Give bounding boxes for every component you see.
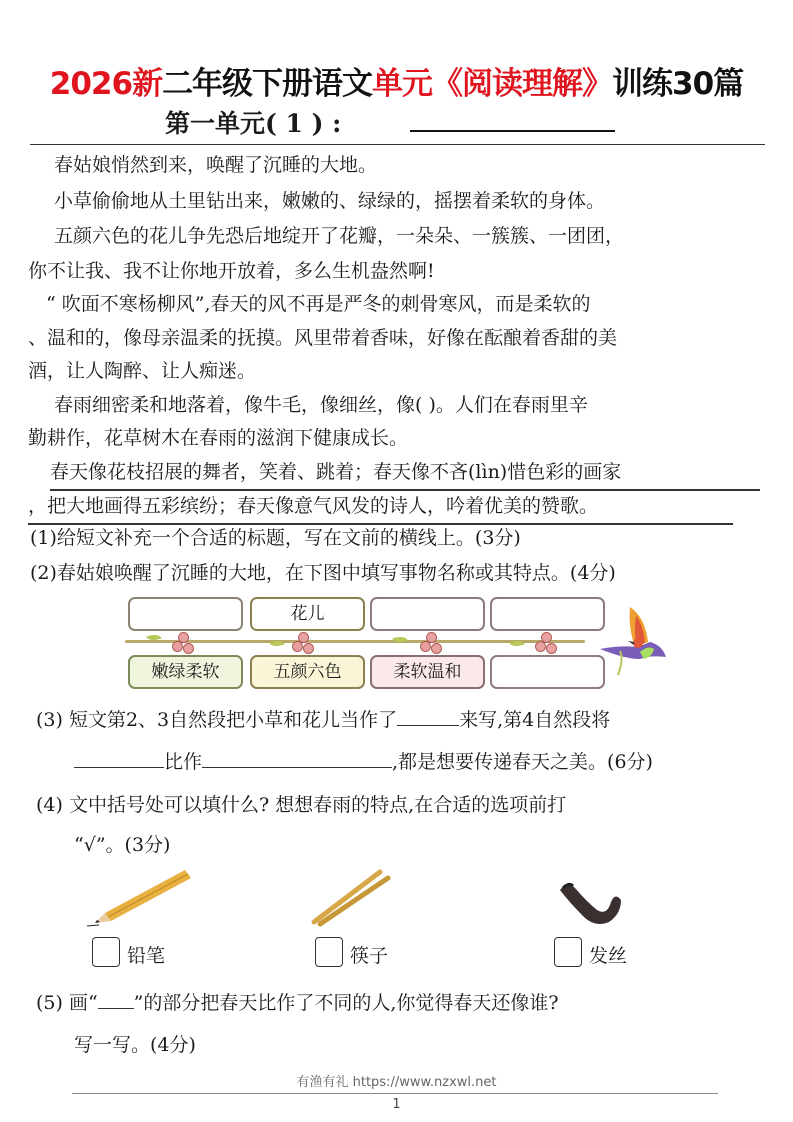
q5-text-a: (5) 画“ [36, 992, 98, 1014]
flower-icon [292, 632, 314, 654]
spring-diagram [125, 592, 670, 692]
title-part1: 二年级下册语文 [162, 66, 373, 102]
pencil-icon [85, 868, 195, 928]
title-answer-blank[interactable] [410, 130, 615, 132]
passage-p6-line1-underlined: 春天像花枝招展的舞者，笑着、跳着；春天像不吝(lìn)惜色彩的画家 [50, 455, 760, 491]
document-title [0, 58, 793, 103]
option-pencil-checkbox[interactable] [92, 937, 120, 967]
bottom-frame-3: 柔软温和 [370, 655, 485, 689]
q3-text-d: ,都是想要传递春天之美。(6分) [392, 751, 653, 773]
hair-icon [555, 880, 625, 930]
q5-underline-sample [98, 988, 134, 1009]
bottom-frame-4[interactable] [490, 655, 605, 689]
passage-p5-line2: 勤耕作，花草树木在春雨的滋润下健康成长。 [28, 427, 409, 449]
passage-p6-line2-underlined: ，把大地画得五彩缤纷；春天像意气风发的诗人，吟着优美的赞歌。 [28, 489, 733, 525]
q3-text-a: (3) 短文第2、3自然段把小草和花儿当作了 [36, 709, 398, 731]
question-5-line2: 写一写。(4分) [74, 1034, 196, 1056]
chopsticks-icon [310, 868, 395, 928]
q3-blank-3[interactable] [202, 747, 392, 768]
option-chopsticks-checkbox[interactable] [315, 937, 343, 967]
option-hair-checkbox[interactable] [554, 937, 582, 967]
passage-p4-line1: “ 吹面不寒杨柳风”,春天的风不再是严冬的刺骨寒风，而是柔软的 [46, 293, 591, 315]
passage-p1: 春姑娘悄然到来，唤醒了沉睡的大地。 [54, 154, 378, 176]
question-1: (1)给短文补充一个合适的标题，写在文前的横线上。(3分) [30, 527, 521, 549]
q3-blank-1[interactable] [397, 705, 459, 726]
flower-icon [535, 632, 557, 654]
q3-text-b: 来写,第4自然段将 [459, 709, 611, 731]
passage-p4-line2: 、温和的，像母亲温柔的抚摸。风里带着香味，好像在酝酿着香甜的美 [28, 327, 618, 349]
title-unit: 单元《阅读理解》 [372, 66, 613, 102]
passage-p5-line1: 春雨细密柔和地落着，像牛毛，像细丝，像( )。人们在春雨里辛 [54, 394, 588, 416]
top-frame-4[interactable] [490, 597, 605, 631]
leaf-icon [392, 634, 408, 645]
page-number: 1 [392, 1097, 401, 1112]
question-2: (2)春姑娘唤醒了沉睡的大地，在下图中填写事物名称或其特点。(4分) [30, 562, 616, 584]
option-chopsticks-label: 筷子 [350, 945, 389, 967]
passage-p3-line1: 五颜六色的花儿争先恐后地绽开了花瓣，一朵朵、一簇簇、一团团， [54, 225, 625, 247]
q3-text-c: 比作 [164, 751, 203, 773]
top-frame-3[interactable] [370, 597, 485, 631]
unit-subtitle: 第一单元( 1 ) : [165, 109, 342, 138]
passage-p3-line2: 你不让我、我不让你地开放着，多么生机盎然啊! [28, 260, 435, 282]
bottom-frame-1: 嫩绿柔软 [128, 655, 243, 689]
bottom-frame-2: 五颜六色 [250, 655, 365, 689]
flower-icon [172, 632, 194, 654]
footer-divider [72, 1093, 718, 1094]
question-4-line1: (4) 文中括号处可以填什么? 想想春雨的特点,在合适的选项前打 [36, 794, 567, 816]
title-part2: 训练30篇 [612, 66, 744, 102]
question-3-line2 [74, 747, 653, 774]
question-4-line2: “√”。(3分) [74, 834, 171, 856]
option-pencil-label: 铅笔 [127, 945, 166, 967]
footer-watermark: 有渔有礼 https://www.nzxwl.net [296, 1075, 497, 1090]
passage-p4-line3: 酒，让人陶醉、让人痴迷。 [28, 360, 257, 382]
q5-text-b: ”的部分把春天比作了不同的人,你觉得春天还像谁? [133, 992, 559, 1014]
top-frame-1[interactable] [128, 597, 243, 631]
top-frame-2: 花儿 [250, 597, 365, 631]
reading-passage [28, 148, 768, 518]
title-year: 2026 [49, 66, 133, 102]
option-hair-label: 发丝 [589, 945, 628, 967]
passage-p2: 小草偷偷地从土里钻出来，嫩嫩的、绿绿的，摇摆着柔软的身体。 [54, 190, 606, 212]
flower-icon [420, 632, 442, 654]
header-divider [30, 144, 765, 145]
swallow-icon [590, 597, 670, 687]
question-3-line1 [36, 705, 610, 732]
title-new: 新 [132, 66, 163, 102]
q3-blank-2[interactable] [74, 747, 164, 768]
question-5-line1 [36, 988, 559, 1015]
